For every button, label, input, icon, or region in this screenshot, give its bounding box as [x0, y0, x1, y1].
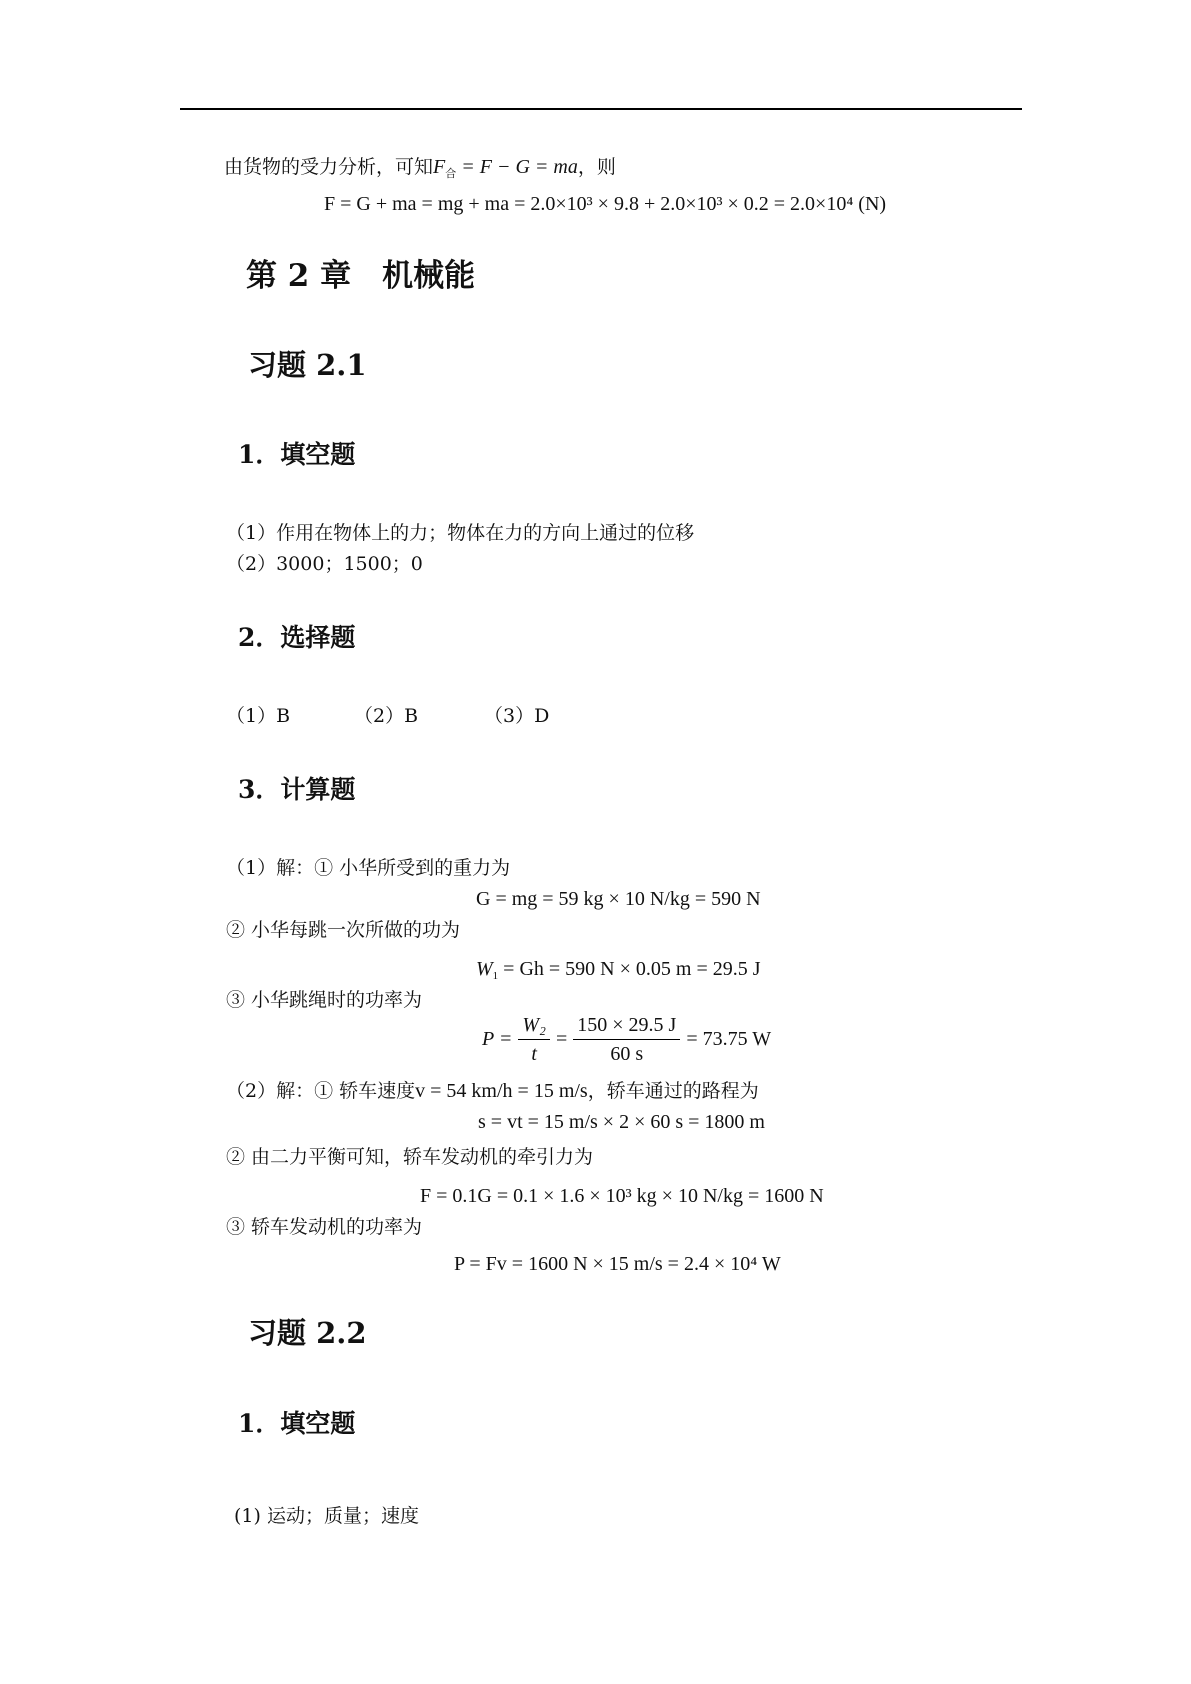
choice-answer-2: （2）B: [354, 705, 419, 727]
calc2-step2: ② 由二力平衡可知，轿车发动机的牵引力为: [226, 1146, 594, 1168]
exercise-2-2-title: 习题 2.2: [248, 1316, 367, 1350]
fraction-numeric: $\frac{150 \times 29.5 J}{60 s}$: [573, 1013, 680, 1066]
chapter-title: 第 2 章 机械能: [246, 258, 476, 294]
section-fill-blank-title-2: 1．填空题: [238, 1409, 356, 1438]
section-choice-title: 2．选择题: [238, 623, 356, 652]
power-result: = 73.75 W: [686, 1028, 772, 1050]
fraction-w-over-t: $\frac{\text{W₂}}{t}$: [518, 1013, 550, 1066]
calc2-intro: （2）解：① 轿车速度v = 54 km/h = 15 m/s，轿车通过的路程为: [226, 1080, 759, 1102]
fill-answer-2: （2）3000；1500；0: [226, 553, 423, 575]
exercise-2-1-title: 习题 2.1: [248, 348, 367, 382]
choice-answer-3: （3）D: [484, 705, 550, 727]
intro-line: [224, 154, 616, 180]
section-calc-title: 3．计算题: [238, 775, 356, 804]
calc2-equation-distance: s = vt = 15 m/s × 2 × 60 s = 1800 m: [478, 1111, 765, 1133]
power-lhs: P =: [482, 1028, 513, 1050]
calc1-equation-work: $W_1 = Gh = 590$ N × 0.05 m = 29.5 J: [476, 958, 761, 982]
calc1-intro: （1）解：① 小华所受到的重力为: [226, 857, 511, 879]
fill2-answer-1: (1) 运动；质量；速度: [234, 1505, 419, 1527]
intro-suffix: ，则: [577, 156, 616, 178]
section-fill-blank-title: 1．填空题: [238, 440, 356, 469]
choice-answer-1: （1）B: [226, 705, 291, 727]
calc2-equation-force: F = 0.1G = 0.1 × 1.6 × 10³ kg × 10 N/kg = 1600 N: [420, 1185, 824, 1207]
intro-inline-equation: $F_合 = F - G$ = ma: [433, 156, 578, 180]
calc1-step2: ② 小华每跳一次所做的功为: [226, 919, 461, 941]
calc1-equation-gravity: G = mg = 59 kg × 10 N/kg = 590 N: [476, 888, 761, 910]
intro-text: 由货物的受力分析，可知: [224, 156, 434, 178]
header-rule: [180, 108, 1022, 110]
calc1-step3: ③ 小华跳绳时的功率为: [226, 989, 423, 1011]
fill-answer-1: （1）作用在物体上的力；物体在力的方向上通过的位移: [226, 522, 695, 544]
intro-block-equation: F = G + ma = mg + ma = 2.0×10³ × 9.8 + 2.0×10³ × 0.2 = 2.0×10⁴ (N): [324, 193, 887, 215]
calc2-equation-power: P = Fv = 1600 N × 15 m/s = 2.4 × 10⁴ W: [454, 1253, 781, 1275]
calc1-equation-power: P = $\frac{\text{W₂}}{t}$ = $\frac{150 \times 29.5 J}{60 s}$ = 73.75 W: [482, 1014, 772, 1065]
calc2-step3: ③ 轿车发动机的功率为: [226, 1216, 423, 1238]
